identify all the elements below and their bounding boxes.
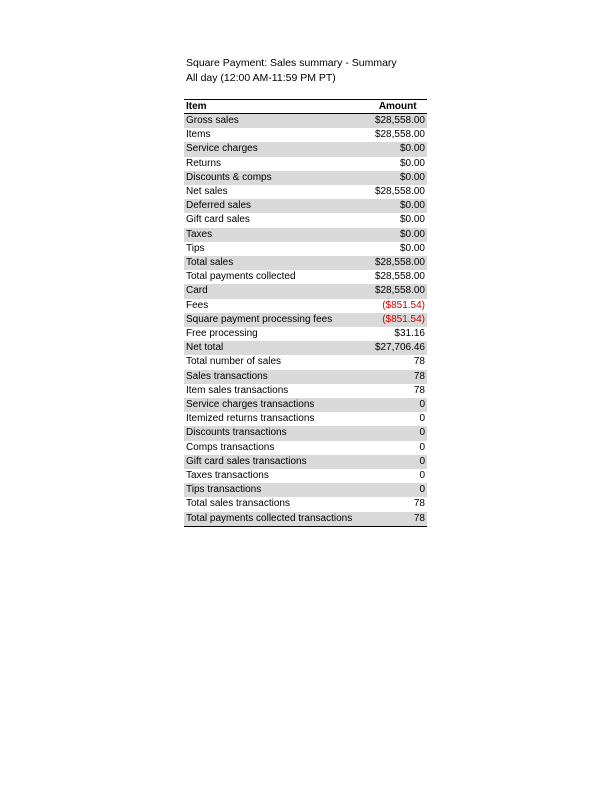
row-amount-value: $0.00 (399, 214, 425, 226)
row-item-label: Items (186, 129, 211, 141)
row-item-label: Tips transactions (184, 483, 368, 497)
row-amount-value: $28,558.00 (368, 284, 427, 298)
row-item-label: Returns (186, 157, 222, 169)
table-row (184, 370, 427, 384)
row-item-label: Item sales transactions (186, 384, 289, 396)
row-amount-value: $0.00 (368, 228, 427, 242)
table-row (184, 213, 427, 227)
row-item-label: Gift card sales transactions (184, 455, 368, 469)
row-amount-value: 0 (368, 426, 427, 440)
row-amount-value: 0 (368, 398, 427, 412)
row-amount-value: $28,558.00 (368, 114, 427, 129)
row-item-label: Discounts transactions (184, 426, 368, 440)
row-item-label: Itemized returns transactions (186, 413, 315, 425)
table-row (184, 242, 427, 256)
row-amount-value: $28,558.00 (368, 256, 427, 270)
row-amount-value: $28,558.00 (374, 271, 425, 283)
row-amount-value: ($851.54) (382, 299, 425, 311)
table-row (184, 441, 427, 455)
row-amount-value: 0 (368, 483, 427, 497)
column-header-item: Item (184, 100, 368, 114)
row-item-label: Discounts & comps (184, 171, 368, 185)
row-amount-value: $0.00 (399, 242, 425, 254)
row-item-label: Net total (184, 341, 368, 355)
table-row (184, 199, 427, 213)
table-row (184, 284, 427, 298)
sales-summary-table (184, 99, 427, 527)
report-title: Square Payment: Sales summary - Summary (186, 57, 397, 69)
row-item-label: Service charges transactions (184, 398, 368, 412)
row-amount-value: 78 (413, 498, 425, 510)
row-amount-value: $0.00 (368, 199, 427, 213)
table-row (184, 455, 427, 469)
row-amount-value: 0 (419, 413, 425, 425)
column-header-amount: Amount (368, 100, 427, 114)
row-item-label: Tips (186, 242, 205, 254)
table-row (184, 185, 427, 199)
row-item-label: Taxes transactions (186, 470, 269, 482)
row-item-label: Total sales (184, 256, 368, 270)
table-row (184, 426, 427, 440)
row-item-label: Square payment processing fees (184, 313, 368, 327)
table-row (184, 497, 427, 511)
row-item-label: Gift card sales (186, 214, 250, 226)
row-amount-value: ($851.54) (368, 313, 427, 327)
row-item-label: Service charges (184, 142, 368, 156)
row-item-label: Total payments collected (186, 271, 296, 283)
row-amount-value: $0.00 (399, 157, 425, 169)
row-amount-value: 0 (368, 455, 427, 469)
table-row (184, 341, 427, 355)
row-item-label: Fees (186, 299, 209, 311)
row-item-label: Total number of sales (186, 356, 282, 368)
row-item-label: Total payments collected transactions (184, 512, 368, 527)
table-row (184, 128, 427, 142)
row-item-label: Total sales transactions (186, 498, 290, 510)
row-item-label: Comps transactions (186, 441, 275, 453)
table-row (184, 313, 427, 327)
table-row (184, 355, 427, 369)
table-row (184, 384, 427, 398)
row-amount-value: $0.00 (368, 171, 427, 185)
table-row (184, 327, 427, 341)
row-item-label: Taxes (184, 228, 368, 242)
report-header (186, 56, 446, 86)
table-row (184, 299, 427, 313)
table-header-row (184, 100, 427, 114)
table-row (184, 512, 427, 527)
row-amount-value: 78 (413, 384, 425, 396)
table-row (184, 256, 427, 270)
row-amount-value: $31.16 (394, 328, 425, 340)
row-item-label: Card (184, 284, 368, 298)
table-row (184, 270, 427, 284)
row-item-label: Gross sales (184, 114, 368, 129)
table-row (184, 157, 427, 171)
row-amount-value: $27,706.46 (368, 341, 427, 355)
table-row (184, 398, 427, 412)
table-row (184, 412, 427, 426)
table-row (184, 483, 427, 497)
row-amount-value: 0 (419, 470, 425, 482)
row-item-label: Deferred sales (184, 199, 368, 213)
table-row (184, 228, 427, 242)
row-item-label: Sales transactions (184, 370, 368, 384)
table-row (184, 142, 427, 156)
table-row (184, 469, 427, 483)
report-period: All day (12:00 AM-11:59 PM PT) (186, 72, 336, 84)
table-row (184, 171, 427, 185)
table-body (184, 114, 427, 527)
row-amount-value: $28,558.00 (374, 186, 425, 198)
row-amount-value: $28,558.00 (374, 129, 425, 141)
row-amount-value: 78 (368, 370, 427, 384)
row-item-label: Net sales (186, 186, 228, 198)
row-amount-value: 78 (368, 512, 427, 527)
row-amount-value: $0.00 (368, 142, 427, 156)
row-item-label: Free processing (186, 328, 258, 340)
table-row (184, 114, 427, 129)
row-amount-value: 78 (413, 356, 425, 368)
row-amount-value: 0 (419, 441, 425, 453)
